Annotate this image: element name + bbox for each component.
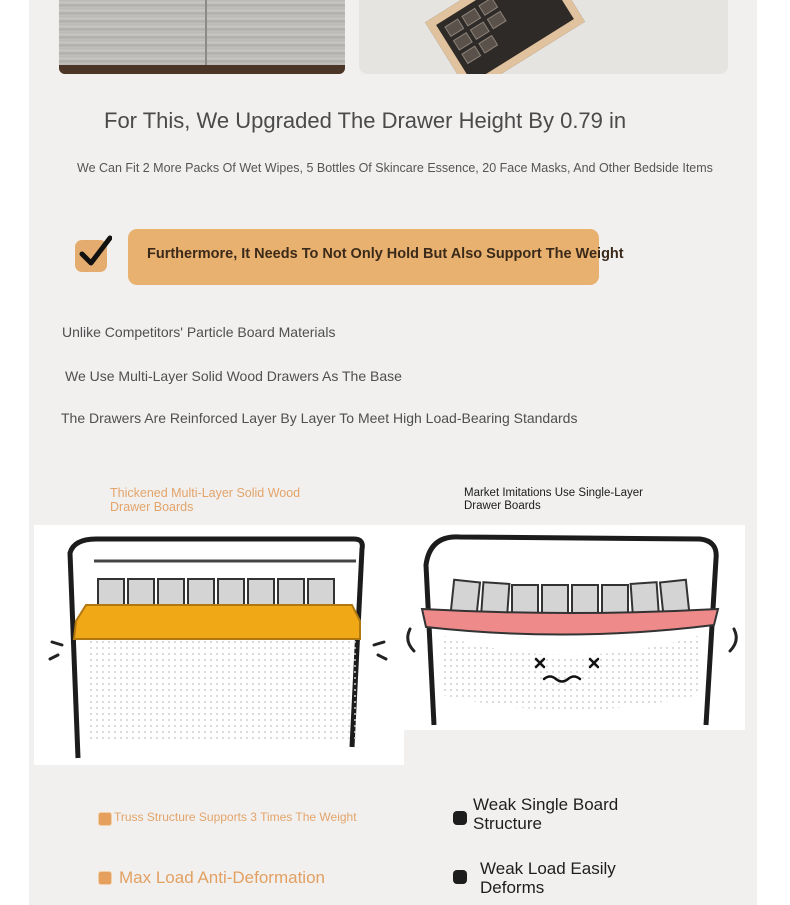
bullet-icon <box>98 871 112 885</box>
bullet-icon <box>453 870 467 884</box>
point-reinforced: The Drawers Are Reinforced Layer By Layer To Meet High Load-Bearing Standards <box>61 410 578 426</box>
solid-board <box>74 605 360 639</box>
theirs-feature-deforms <box>480 859 630 897</box>
ours-feature-truss: Truss Structure Supports 3 Times The Weight <box>114 810 357 824</box>
headline-subtext: We Can Fit 2 More Packs Of Wet Wipes, 5 Bottles Of Skincare Essence, 20 Face Masks, And Other Bedside Items <box>77 161 713 175</box>
point-multilayer: We Use Multi-Layer Solid Wood Drawers As The Base <box>65 368 402 384</box>
theirs-feature-deforms-text: Weak Load Easily Deforms <box>480 859 616 897</box>
ours-feature-antideform: Max Load Anti-Deformation <box>119 868 325 887</box>
callout-text: Furthermore, It Needs To Not Only Hold But Also Support The Weight <box>147 246 624 262</box>
solid-board-illustration <box>34 525 404 765</box>
bullet-icon <box>98 812 112 826</box>
callout-banner <box>128 229 624 285</box>
wood-board-photo <box>59 0 345 74</box>
theirs-feature-weak-structure <box>473 795 633 833</box>
content-panel <box>29 0 757 905</box>
page-headline: For This, We Upgraded The Drawer Height By 0.79 in <box>104 108 627 133</box>
bullet-icon <box>453 811 467 825</box>
theirs-feature-weak-structure-text: Weak Single Board Structure <box>473 795 619 833</box>
ours-caption: Thickened Multi-Layer Solid Wood Drawer Boards <box>110 486 301 514</box>
board-edge <box>59 65 345 74</box>
board-seam <box>205 0 207 65</box>
single-board-illustration <box>400 525 745 730</box>
theirs-caption: Market Imitations Use Single-Layer Drawer Boards <box>464 487 643 512</box>
drawer-organizer-photo <box>359 0 728 74</box>
checkmark-badge <box>75 240 107 272</box>
organizer-tray <box>425 0 585 74</box>
point-competitors: Unlike Competitors' Particle Board Materials <box>62 324 336 340</box>
checkmark-icon <box>78 234 112 270</box>
